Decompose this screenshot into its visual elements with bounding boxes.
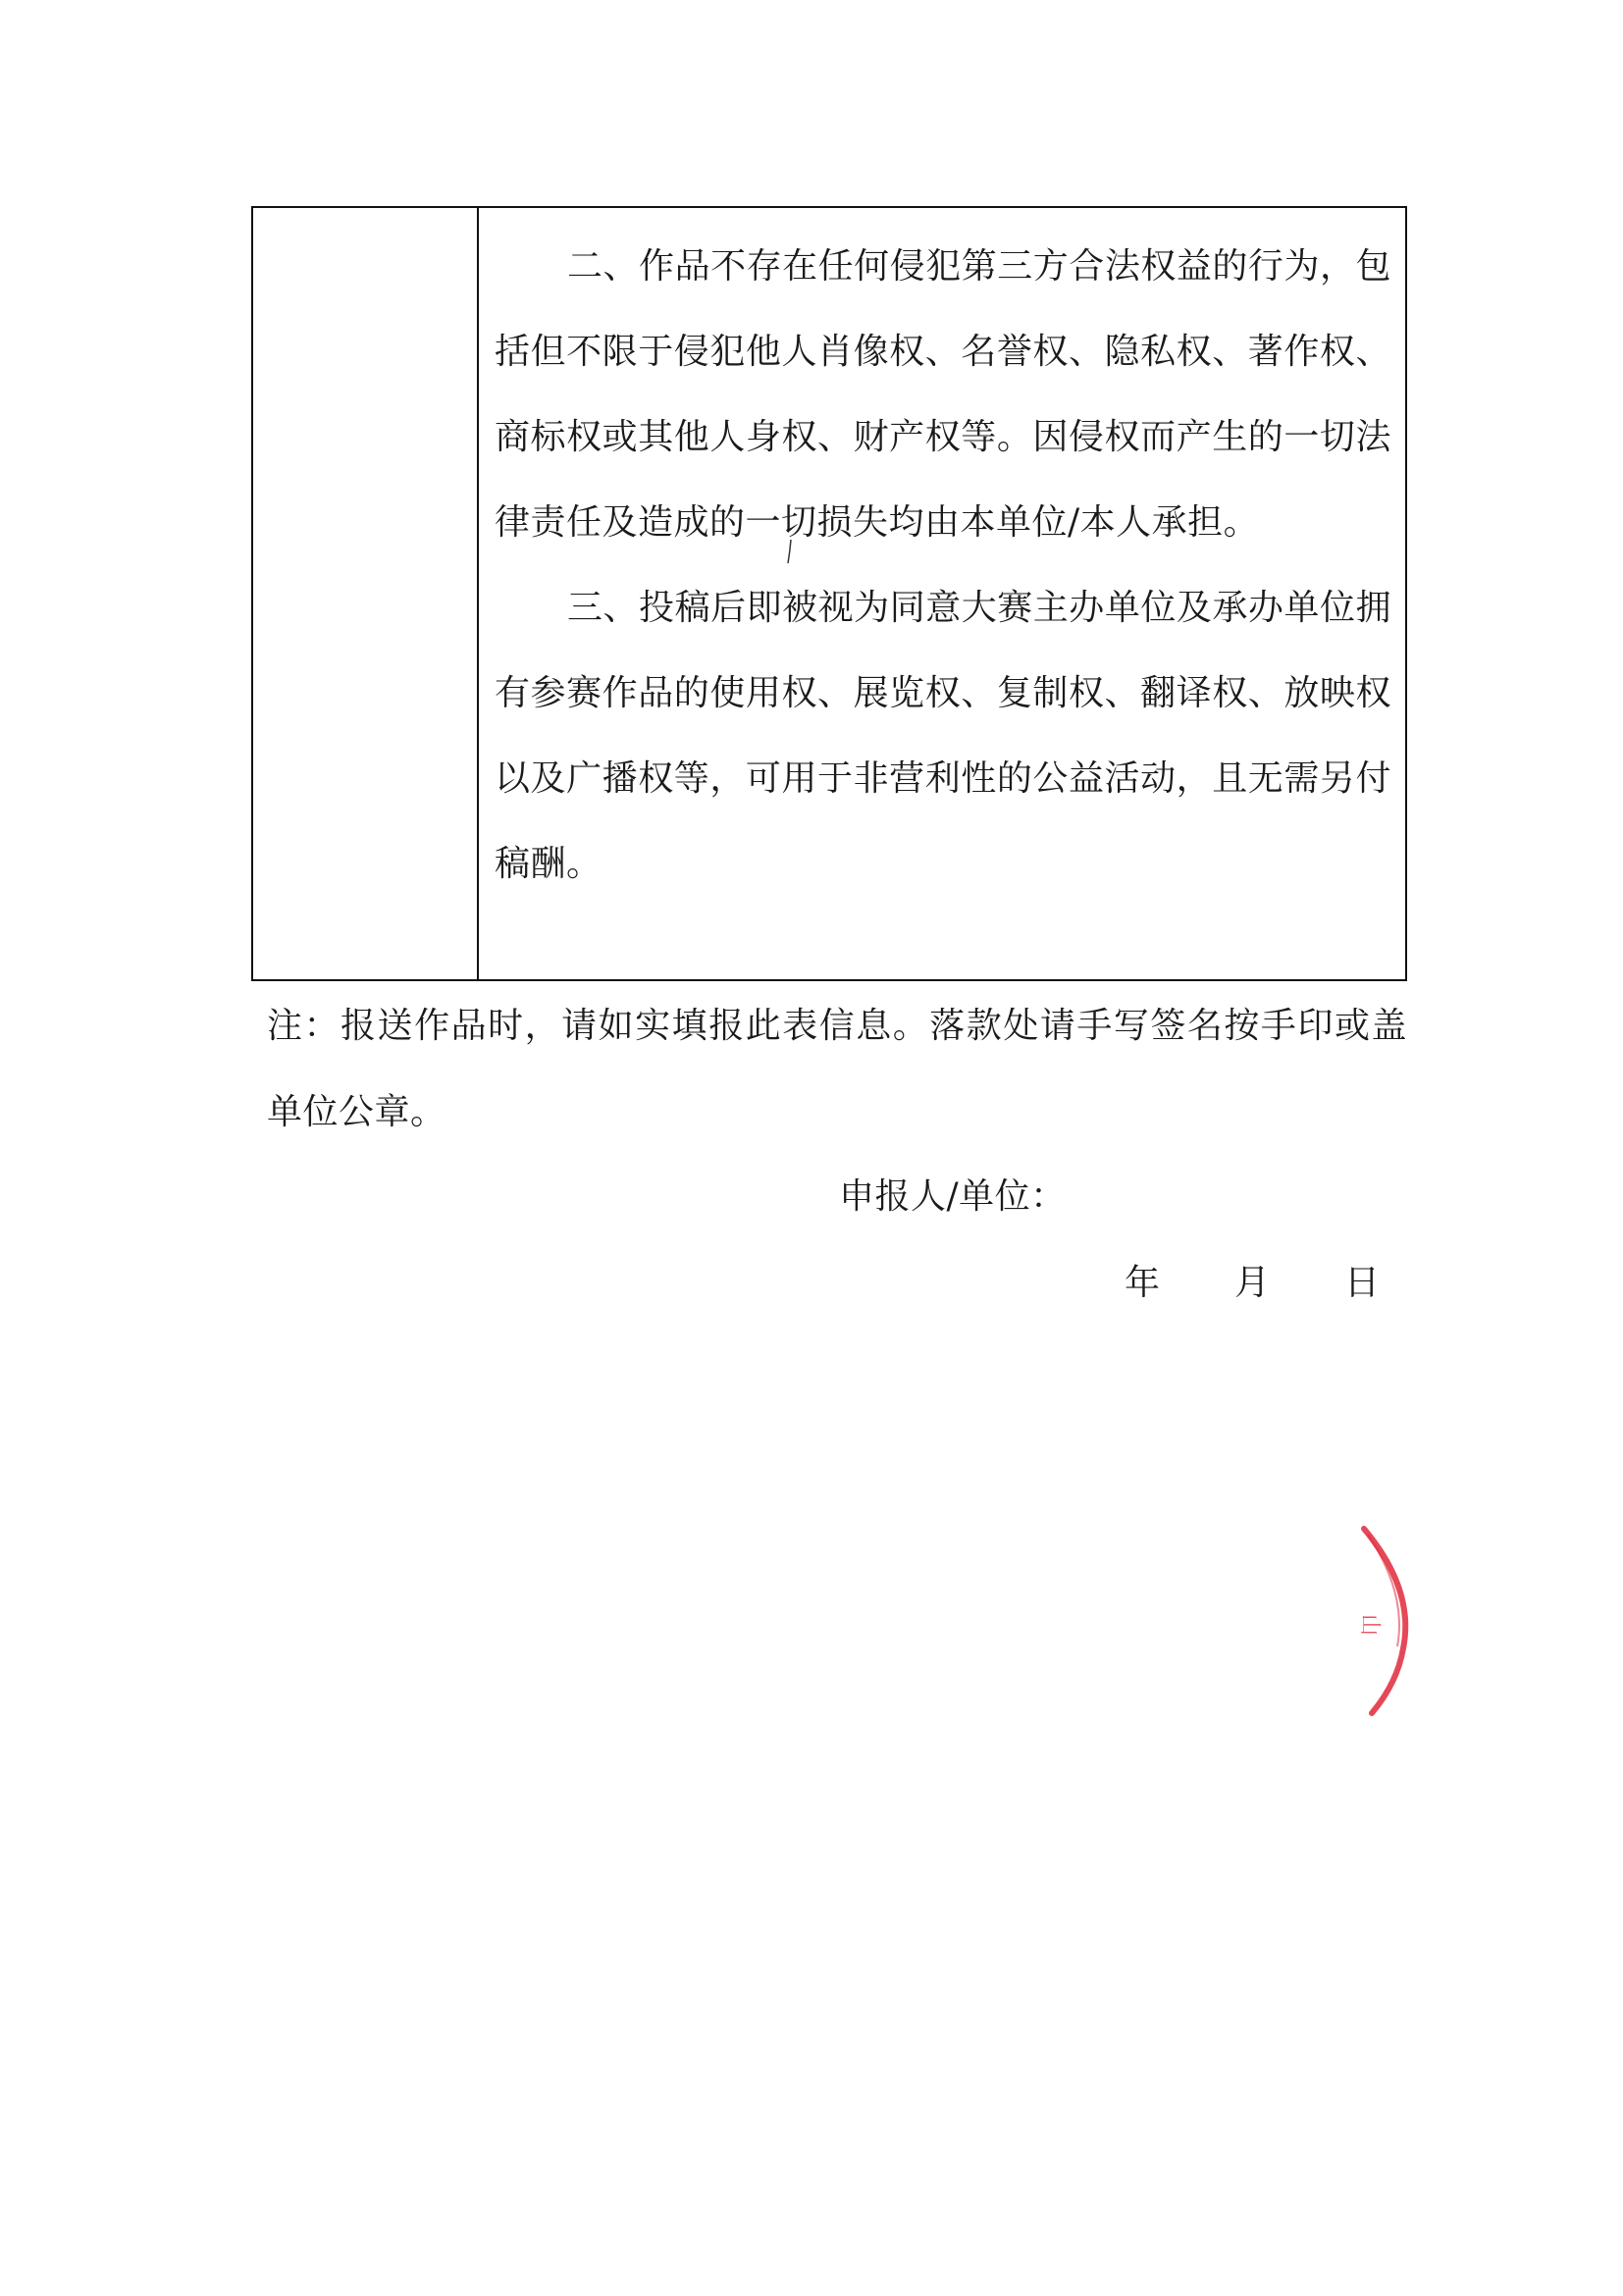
day-label: 日 — [1344, 1263, 1381, 1303]
declaration-label-cell — [253, 208, 479, 979]
declaration-content-cell — [479, 208, 1405, 979]
clause-2: 二、作品不存在任何侵犯第三方合法权益的行为，包括但不限于侵犯他人肖像权、名誉权、隐私权、著作权、商标权或其他人身权、财产权等。因侵权而产生的一切法律责任及造成的一切损失均由本单位/本人承担。 — [495, 246, 1391, 543]
applicant-label: 申报人/单位： — [839, 1176, 1067, 1217]
footnote: 注：报送作品时，请如实填报此表信息。落款处请手写签名按手印或盖单位公章。 — [267, 1006, 1407, 1132]
svg-text:山: 山 — [1357, 1614, 1382, 1637]
partial-seal-stamp — [1354, 1521, 1413, 1717]
year-label: 年 — [1125, 1263, 1161, 1303]
month-label: 月 — [1234, 1263, 1271, 1303]
clause-3: 三、投稿后即被视为同意大赛主办单位及承办单位拥有参赛作品的使用权、展览权、复制权、翻译权、放映权以及广播权等，可用于非营利性的公益活动，且无需另付稿酬。 — [495, 588, 1391, 884]
date-line — [1125, 1244, 1380, 1323]
declaration-table — [251, 206, 1407, 981]
pen-mark — [785, 538, 795, 565]
